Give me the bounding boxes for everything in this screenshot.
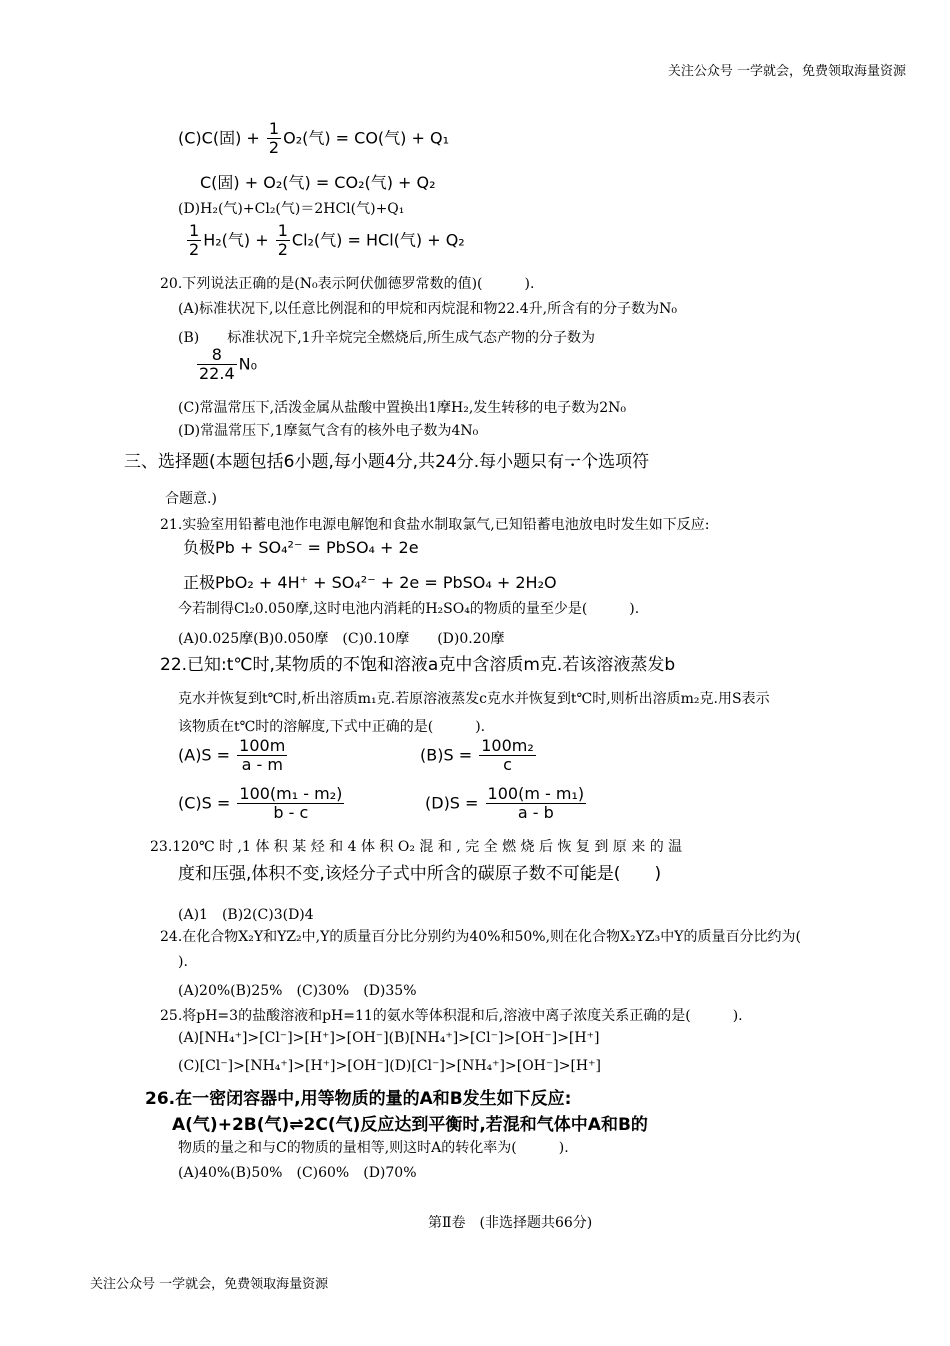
q19-option-d-line1: (D)H₂(气)+Cl₂(气)＝2HCl(气)+Q₁ (178, 201, 405, 217)
q25-stem: 25.将pH=3的盐酸溶液和pH=11的氨水等体积混和后,溶液中离子浓度关系正确的是( ). (160, 1008, 743, 1024)
q21-equation-positive: 正极PbO₂ + 4H⁺ + SO₄²⁻ + 2e = PbSO₄ + 2H₂O (183, 573, 557, 592)
q24-stem-continued: ). (178, 954, 188, 970)
q25-options-ab: (A)[NH₄⁺]>[Cl⁻]>[H⁺]>[OH⁻](B)[NH₄⁺]>[Cl⁻]>[OH⁻]>[H⁺] (178, 1030, 600, 1046)
q21-equation-negative: 负极Pb + SO₄²⁻ = PbSO₄ + 2e (183, 538, 419, 557)
q22-option-b: (B)S = $\frac{\text{100m₂}}{c}$ (420, 736, 534, 775)
q22-option-a: (A)S = $\frac{100m}{a - m}$ (178, 736, 286, 775)
q22-line1: 22.已知:t℃时,某物质的不 •饱 •和 •溶液a克中含溶质m克.若该溶液蒸发b (160, 650, 675, 675)
q20-stem: 20.下列说法正确的是(N₀表示阿伏伽德罗常数的值)( ). (160, 276, 535, 292)
q21-question: 今若制得Cl₂0.050摩,这时电池内消耗的H₂SO₄的物质的量至少是( ). (178, 601, 640, 617)
page-footer: 关注公众号 一学就会，免费领取海量资源 (90, 1277, 329, 1292)
q20-option-d: (D)常温常压下,1摩氦气含有的核外电子数为4N₀ (178, 423, 479, 439)
q19-option-c-line2: C(固) + O₂(气) = CO₂(气) + Q₂ (200, 173, 436, 192)
section-3-title-continued: 合题意.) (165, 491, 217, 507)
q19-d-rest: Cl₂(气) = HCl(气) + Q₂ (291, 230, 465, 250)
q26-line1: 26.在一密闭容器中,用等物质的量的A和B发生如下反应: (145, 1089, 572, 1109)
q23-line1: 23.120℃ 时 ,1 体 积 某 烃 和 4 体 积 O₂ 混 和 , 完 全 燃 烧 后 恢 复 到 原 来 的 温 (150, 839, 683, 855)
q22-line3: 该物质在t℃时的溶解度,下式中正确的是( ). (178, 719, 486, 735)
q24-options: (A)20%(B)25% (C)30% (D)35% (178, 983, 417, 999)
section-3-title: 三、选择题(本题包括6小题,每小题4分,共24分.每小题只 •有 •一 •个 •选项符 (124, 447, 649, 472)
q19-d-fraction-1: $\frac{1}{2}$ (189, 221, 200, 260)
q25-options-cd: (C)[Cl⁻]>[NH₄⁺]>[H⁺]>[OH⁻](D)[Cl⁻]>[NH₄⁺]>[OH⁻]>[H⁺] (178, 1058, 601, 1074)
q20-option-b-fraction-line (195, 346, 257, 384)
q26-options: (A)40%(B)50% (C)60% (D)70% (178, 1165, 417, 1181)
q22-option-d: (D)S = $\frac{\text{100(m - m₁)}}{a - b}$ (425, 784, 585, 823)
q19-option-c-line1 (178, 120, 449, 158)
q20-option-c: (C)常温常压下,活泼金属从盐酸中置换出1摩H₂,发生转移的电子数为2N₀ (178, 400, 627, 416)
q22-b-fraction: $\frac{\text{100m₂}}{c}$ (481, 736, 534, 775)
q22-c-fraction: $\frac{\text{100(m₁ - m₂)}}{b - c}$ (239, 784, 343, 823)
q19-c-fraction: $\frac{1}{2}$ (268, 119, 280, 158)
part-2-title: 第Ⅱ卷 (非选择题共66分) (428, 1215, 593, 1231)
q19-option-d-line2 (185, 222, 465, 260)
q22-d-fraction: $\frac{\text{100(m - m₁)}}{a - b}$ (487, 784, 585, 823)
q19-d-fraction-2: $\frac{1}{2}$ (277, 221, 288, 260)
q21-stem: 21.实验室用铅蓄电池作电源电解饱和食盐水制取氯气,已知铅蓄电池放电时发生如下反应: (160, 517, 710, 533)
q21-options: (A)0.025摩(B)0.050摩 (C)0.10摩 (D)0.20摩 (178, 631, 505, 647)
q23-line2: 度和压强,体积不变,该烃分子式中所含的碳原子数不 •可 •能 •是( ) (178, 859, 661, 884)
q20-b-tail: N₀ (238, 354, 258, 374)
q22-option-c: (C)S = $\frac{\text{100(m₁ - m₂)}}{b - c}$ (178, 784, 343, 823)
page-header: 关注公众号 一学就会，免费领取海量资源 (667, 64, 906, 79)
q20-b-fraction: $\frac{8}{22.4}$ (199, 345, 235, 384)
q22-a-fraction: $\frac{100m}{a - m}$ (239, 736, 286, 775)
q26-line3: 物质的量之和与C的物质的量相等,则这时A的转化率为( ). (178, 1140, 569, 1156)
q19-c-rest: O₂(气) = CO(气) + Q₁ (283, 128, 450, 148)
q19-c-label: (C)C(固) + (178, 128, 265, 148)
q22-line2: 克水并恢复到t℃时,析出溶质m₁克.若原溶液蒸发c克水并恢复到t℃时,则析出溶质m₂克.用S表示 (178, 691, 770, 707)
q23-options: (A)1 (B)2(C)3(D)4 (178, 907, 314, 923)
q20-option-a: (A)标准状况下,以任意比例混和的甲烷和丙烷混和物22.4升,所含有的分子数为N₀ (178, 301, 677, 317)
q20-option-b: (B) 标准状况下,1升辛烷完全燃烧后,所生成气态产物的分子数为 (178, 330, 596, 346)
q24-stem: 24.在化合物X₂Y和YZ₂中,Y的质量百分比分别约为40%和50%,则在化合物X₂YZ₃中Y的质量百分比约为( (160, 929, 801, 945)
q19-d-mid: H₂(气) + (203, 230, 274, 250)
q26-line2: A(气)+2B(气)⇌2C(气)反应达到平衡时,若混和气体中A和B的 (172, 1115, 648, 1135)
